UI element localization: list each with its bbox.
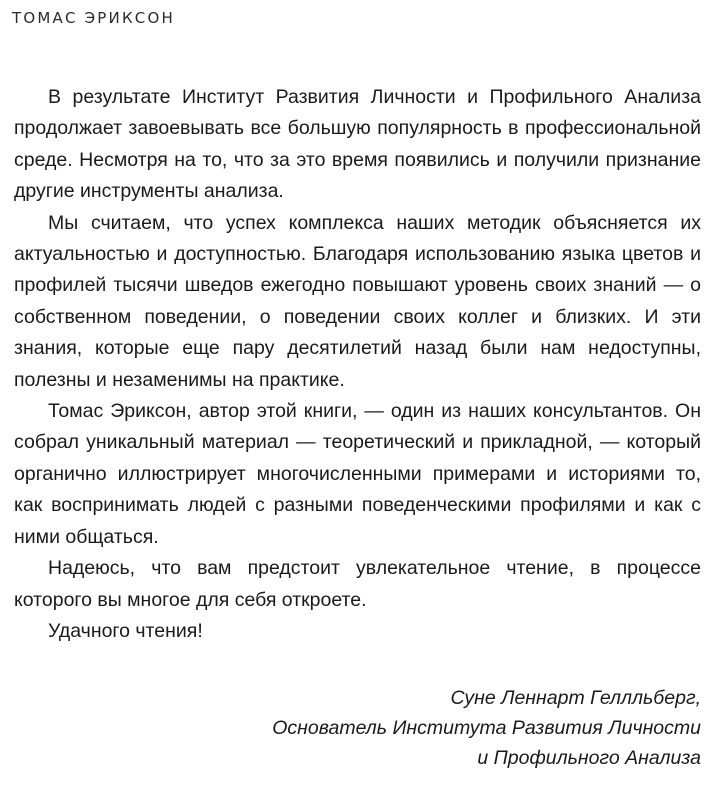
paragraph-4: Надеюсь, что вам предстоит увлекательное чтение, в процессе которого вы многое для себя откроете. [14,557,701,611]
page-body [14,82,701,647]
paragraph-2: Мы считаем, что успех комплекса наших методик объясняется их актуальностью и доступностью. Благодаря использованию языка цветов и профилей тысячи шведов ежегодно повышают уровень своих знаний — о собственном поведении, о поведении своих коллег и близких. И эти знания, которые еще пару десятилетий назад были нам недоступны, полезны и незаменимы на практике. [14,211,701,391]
running-head: ТОМАС ЭРИКСОН [12,9,175,27]
signature-block [272,683,701,773]
signature-title-line-1: Основатель Института Развития Личности [272,717,701,739]
paragraph-1: В результате Институт Развития Личности и Профильного Анализа продолжает завоевывать все большую популярность в профессиональной среде. Несмотря на то, что за это время появились и получили признание другие инструменты анализа. [14,86,701,203]
signature-title-line-2: и Профильного Анализа [477,747,701,769]
paragraph-5: Удачного чтения! [48,619,203,642]
paragraph-3: Томас Эриксон, автор этой книги, — один из наших консультантов. Он собрал уникальный материал — теоретический и прикладной, — который органично иллюстрирует многочисленными примерами и историями то, как воспринимать людей с разными поведенческими профилями и как с ними общаться. [14,400,701,548]
signature-name: Суне Леннарт Геллльберг, [450,687,701,709]
